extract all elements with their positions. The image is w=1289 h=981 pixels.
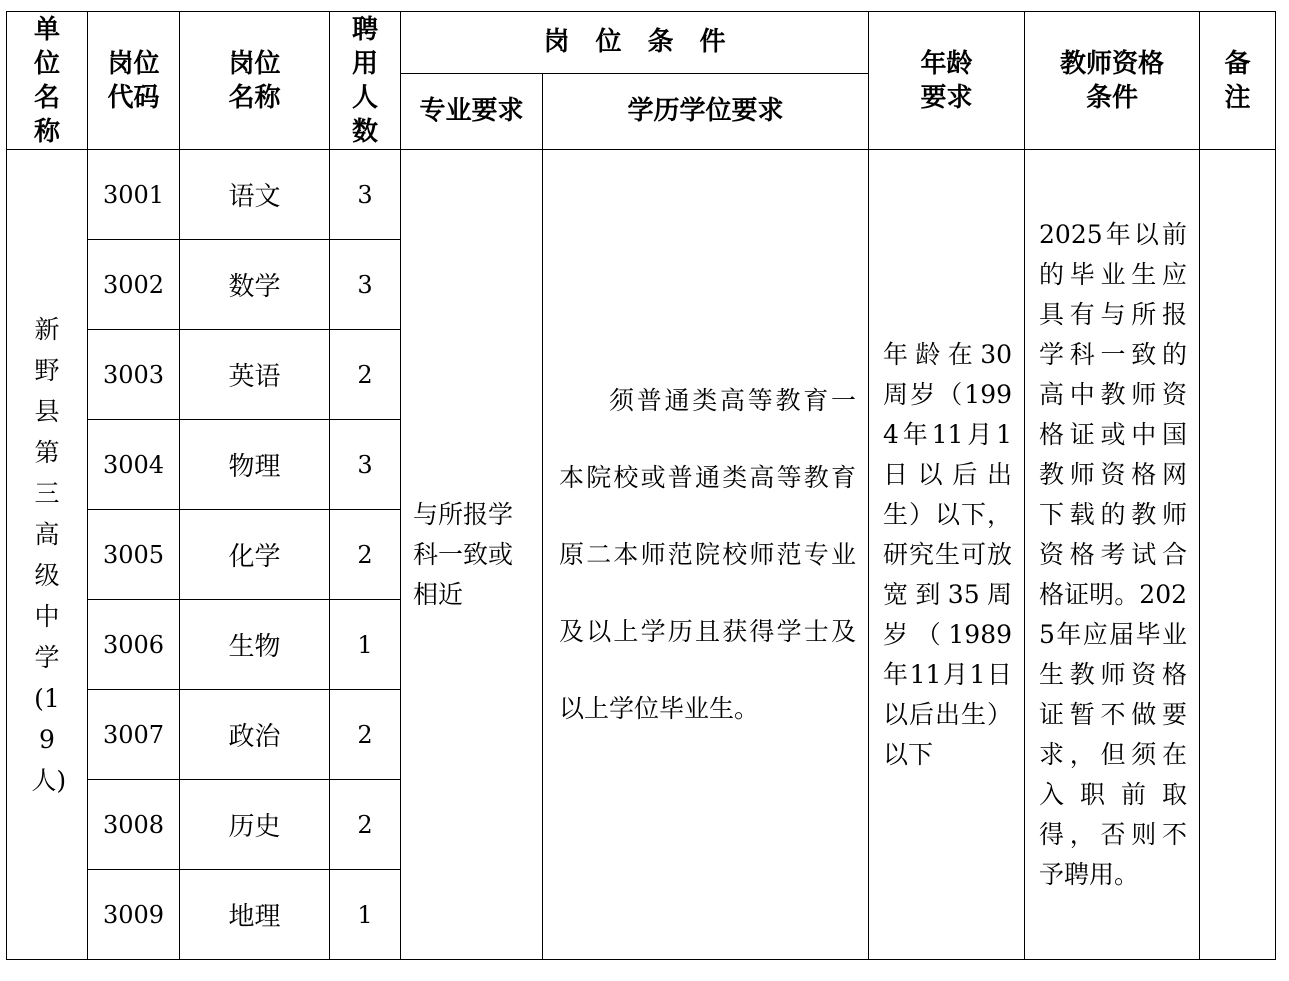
header-age-req	[869, 12, 1025, 150]
teacher-cert-text: 2025年以前的毕业生应具有与所报学科一致的高中教师资格证或中国教师资格网下载的教师资格考试合格证明。2025年应届毕业生教师资格证暂不做要求，但须在入职前取得，否则不予聘用。	[1039, 219, 1188, 889]
age-req-text: 年龄在30周岁（1994年11月1日以后出生）以下，研究生可放宽到35周岁（1989年11月1日以后出生）以下	[883, 339, 1013, 769]
header-teacher-cert-text: 教师资格条件	[1060, 48, 1165, 113]
major-req-cell	[401, 150, 543, 960]
header-post-code	[88, 12, 180, 150]
post-code-cell: 3006	[88, 600, 180, 690]
header-age-req-text: 年龄要求	[920, 48, 973, 113]
hire-count-cell: 2	[330, 690, 401, 780]
degree-req-text: 须普通类高等教育一本院校或普通类高等教育原二本师范院校师范专业及以上学历且获得学士及以上学位毕业生。	[559, 386, 857, 723]
hire-count-cell: 1	[330, 870, 401, 960]
header-unit-name-text: 单位名称	[33, 14, 60, 147]
header-post-name-text: 岗位名称	[228, 48, 281, 113]
post-code-cell: 3004	[88, 420, 180, 510]
post-name-cell: 英语	[180, 330, 330, 420]
post-code-cell: 3007	[88, 690, 180, 780]
post-name-cell: 语文	[180, 150, 330, 240]
post-name-cell: 物理	[180, 420, 330, 510]
header-post-conditions	[401, 12, 869, 74]
document-page	[6, 11, 1276, 960]
header-remarks	[1200, 12, 1276, 150]
table-row	[7, 150, 1276, 240]
post-name-cell: 地理	[180, 870, 330, 960]
hire-count-cell: 1	[330, 600, 401, 690]
age-req-cell	[869, 150, 1025, 960]
header-degree-req-text: 学历学位要求	[627, 96, 784, 126]
remarks-cell	[1200, 150, 1276, 960]
post-code-cell: 3009	[88, 870, 180, 960]
major-req-text: 与所报学科一致或相近	[413, 499, 514, 609]
post-code-cell: 3002	[88, 240, 180, 330]
header-post-code-text: 岗位代码	[107, 48, 160, 113]
table-body	[7, 150, 1276, 960]
unit-name-text: 新野县第三高级中学(19人)	[31, 314, 67, 795]
post-code-cell: 3001	[88, 150, 180, 240]
hire-count-cell: 2	[330, 780, 401, 870]
header-teacher-cert	[1025, 12, 1200, 150]
post-code-cell: 3003	[88, 330, 180, 420]
post-code-cell: 3005	[88, 510, 180, 600]
post-code-cell: 3008	[88, 780, 180, 870]
header-unit-name	[7, 12, 88, 150]
post-name-cell: 政治	[180, 690, 330, 780]
hire-count-cell: 3	[330, 150, 401, 240]
degree-req-cell	[543, 150, 869, 960]
header-major-req-text: 专业要求	[419, 96, 524, 126]
header-post-conditions-text: 岗位条件	[543, 27, 752, 57]
table-header	[7, 12, 1276, 150]
header-remarks-text: 备注	[1224, 48, 1251, 113]
header-hire-count	[330, 12, 401, 150]
hire-count-cell: 2	[330, 510, 401, 600]
teacher-cert-cell	[1025, 150, 1200, 960]
header-post-name	[180, 12, 330, 150]
unit-name-cell	[7, 150, 88, 960]
hire-count-cell: 3	[330, 420, 401, 510]
post-name-cell: 化学	[180, 510, 330, 600]
header-major-req	[401, 74, 543, 150]
header-hire-count-text: 聘用人数	[351, 14, 378, 147]
post-name-cell: 历史	[180, 780, 330, 870]
post-name-cell: 数学	[180, 240, 330, 330]
post-name-cell: 生物	[180, 600, 330, 690]
header-degree-req	[543, 74, 869, 150]
recruitment-table	[6, 11, 1276, 960]
hire-count-cell: 2	[330, 330, 401, 420]
hire-count-cell: 3	[330, 240, 401, 330]
